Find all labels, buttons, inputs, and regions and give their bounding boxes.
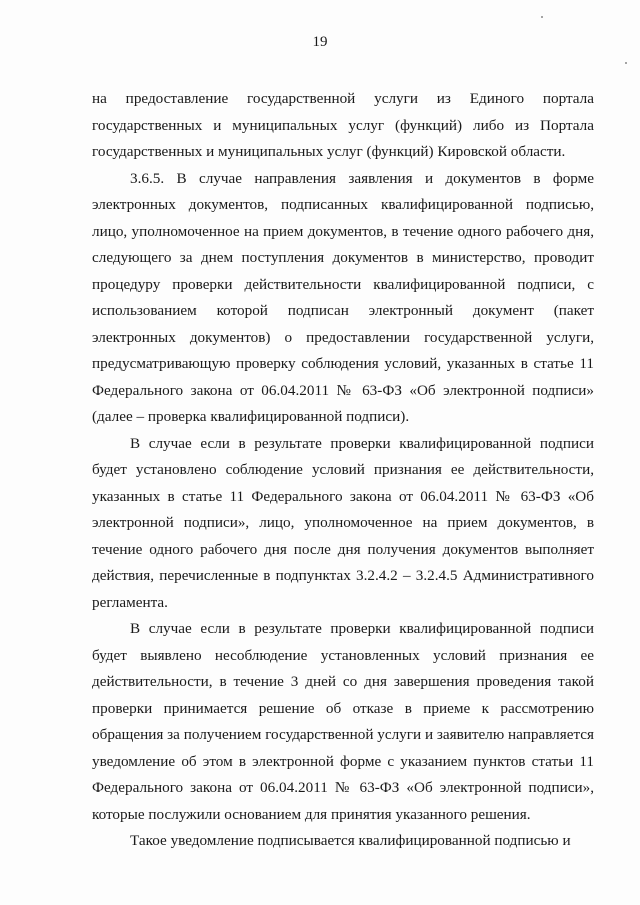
scan-speck [541, 16, 543, 18]
page-number: 19 [312, 34, 328, 50]
document-body [92, 86, 594, 855]
paragraph-continuation: на предоставление государственной услуги из Единого портала государственных и муниципальных услуг (функций) либо из Портала государственных и муниципальных услуг (функций) Кировской области. [92, 90, 594, 160]
paragraph-3-6-5: 3.6.5. В случае направления заявления и документов в форме электронных документов, подписанных квалифицированной подписью, лицо, уполномоченное на прием документов, в течение одного рабочего дня, следующего за днем поступления документов в министерство, проводит процедуру проверки действительности квалифицированной подписи, с использованием которой подписан электронный документ (пакет электронных документов) о предоставлении государственной услуги, предусматривающую проверку соблюдения условий, указанных в статье 11 Федерального закона от 06.04.2011 № 63-ФЗ «Об электронной подписи» (далее – проверка квалифицированной подписи). [92, 169, 594, 425]
paragraph-signature-valid: В случае если в результате проверки квалифицированной подписи будет установлено соблюдение условий признания ее действительности, указанных в статье 11 Федерального закона от 06.04.2011 № 63-ФЗ «Об электронной подписи», лицо, уполномоченное на прием документов, в течение одного рабочего дня после дня получения документов выполняет действия, перечисленные в подпунктах 3.2.4.2 – 3.2.4.5 Административного регламента. [92, 434, 594, 611]
paragraph-notification: Такое уведомление подписывается квалифицированной подписью и [130, 832, 571, 849]
paragraph-signature-invalid: В случае если в результате проверки квалифицированной подписи будет выявлено несоблюдение установленных условий признания ее действительности, в течение 3 дней со дня завершения проведения такой проверки принимается решение об отказе в приеме к рассмотрению обращения за получением государственной услуги и заявителю направляется уведомление об этом в электронной форме с указанием пунктов статьи 11 Федерального закона от 06.04.2011 № 63-ФЗ «Об электронной подписи», которые послужили основанием для принятия указанного решения. [92, 620, 594, 823]
scan-speck [625, 62, 627, 64]
